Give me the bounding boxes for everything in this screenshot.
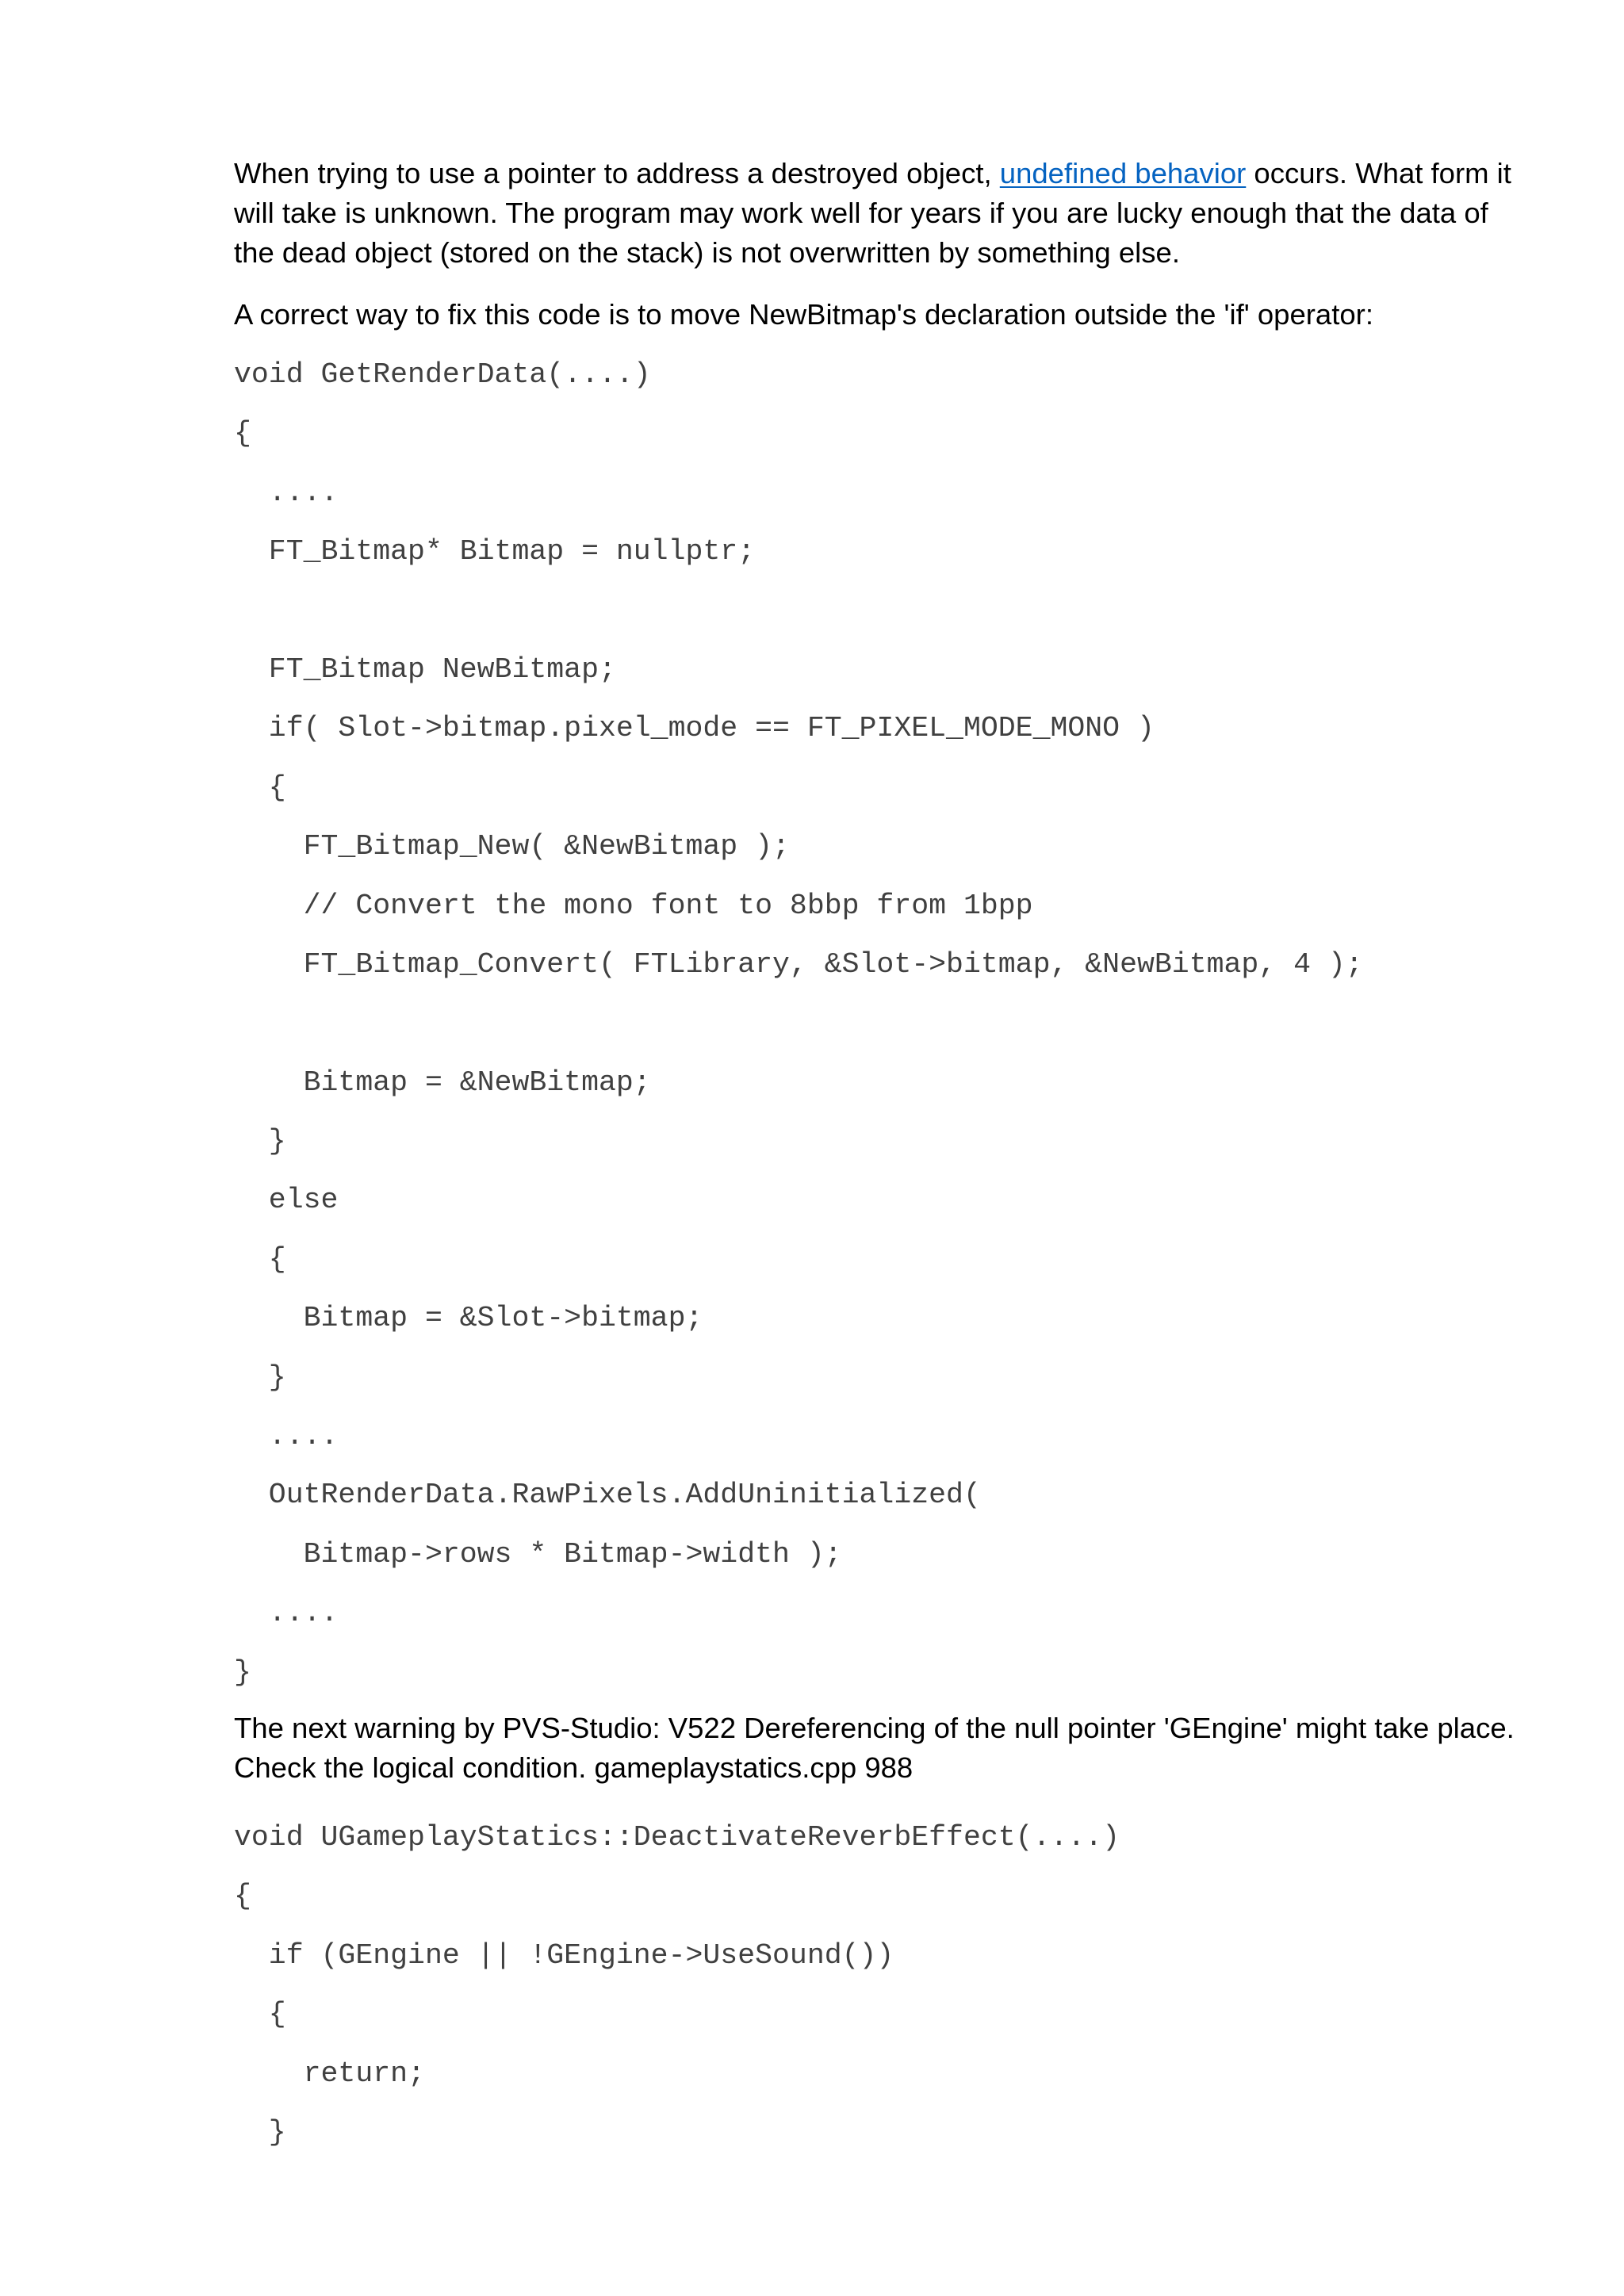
code-line: if (GEngine || !GEngine->UseSound()) [234,1938,894,1972]
code-line: OutRenderData.RawPixels.AddUninitialized( [234,1479,981,1512]
code-line: { [234,771,286,804]
code-line: Bitmap->rows * Bitmap->width ); [234,1537,842,1571]
code-line: } [234,1360,286,1394]
code-line: return; [234,2057,425,2090]
code-line: } [234,1125,286,1158]
code-block-deactivate-reverb [234,1808,1120,2162]
intro-text-after: occurs. What form it will take is unknown. The program may work well for years if you are lucky enough that the data of the dead object (stored on the stack) is not overwritten by something else. [234,157,1511,269]
warning-paragraph: The next warning by PVS-Studio: V522 Dereferencing of the null pointer 'GEngine' might take place. Check the logical condition. gameplaystatics.cpp 988 [234,1712,1515,1784]
code-line: void UGameplayStatics::DeactivateReverbEffect(....) [234,1821,1120,1854]
code-line: void GetRenderData(....) [234,358,651,391]
code-line: } [234,1655,251,1689]
code-line: { [234,1998,286,2031]
intro-text-before: When trying to use a pointer to address a destroyed object, [234,157,1000,189]
undefined-behavior-link[interactable]: undefined behavior [999,157,1247,189]
code-line: .... [234,1597,339,1630]
fix-paragraph: A correct way to fix this code is to move NewBitmap's declaration outside the 'if' operator: [234,298,1373,331]
code-line: if( Slot->bitmap.pixel_mode == FT_PIXEL_MODE_MONO ) [234,712,1155,745]
code-line: else [234,1184,339,1217]
code-line: } [234,2115,286,2149]
code-line: .... [234,1420,339,1453]
code-line: FT_Bitmap NewBitmap; [234,652,616,686]
code-block-get-render-data [234,346,1363,1702]
code-line: FT_Bitmap* Bitmap = nullptr; [234,535,756,568]
code-line: Bitmap = &Slot->bitmap; [234,1302,703,1335]
code-line [234,994,1363,1053]
code-line: .... [234,476,339,509]
code-line: Bitmap = &NewBitmap; [234,1066,651,1099]
code-line: FT_Bitmap_Convert( FTLibrary, &Slot->bitmap, &NewBitmap, 4 ); [234,947,1363,981]
code-line: // Convert the mono font to 8bbp from 1bpp [234,889,1033,922]
code-line: { [234,1880,251,1913]
code-line: { [234,417,251,450]
code-line: FT_Bitmap_New( &NewBitmap ); [234,830,790,863]
code-line [234,582,1363,641]
code-line: { [234,1242,286,1276]
intro-paragraph [234,154,1519,273]
